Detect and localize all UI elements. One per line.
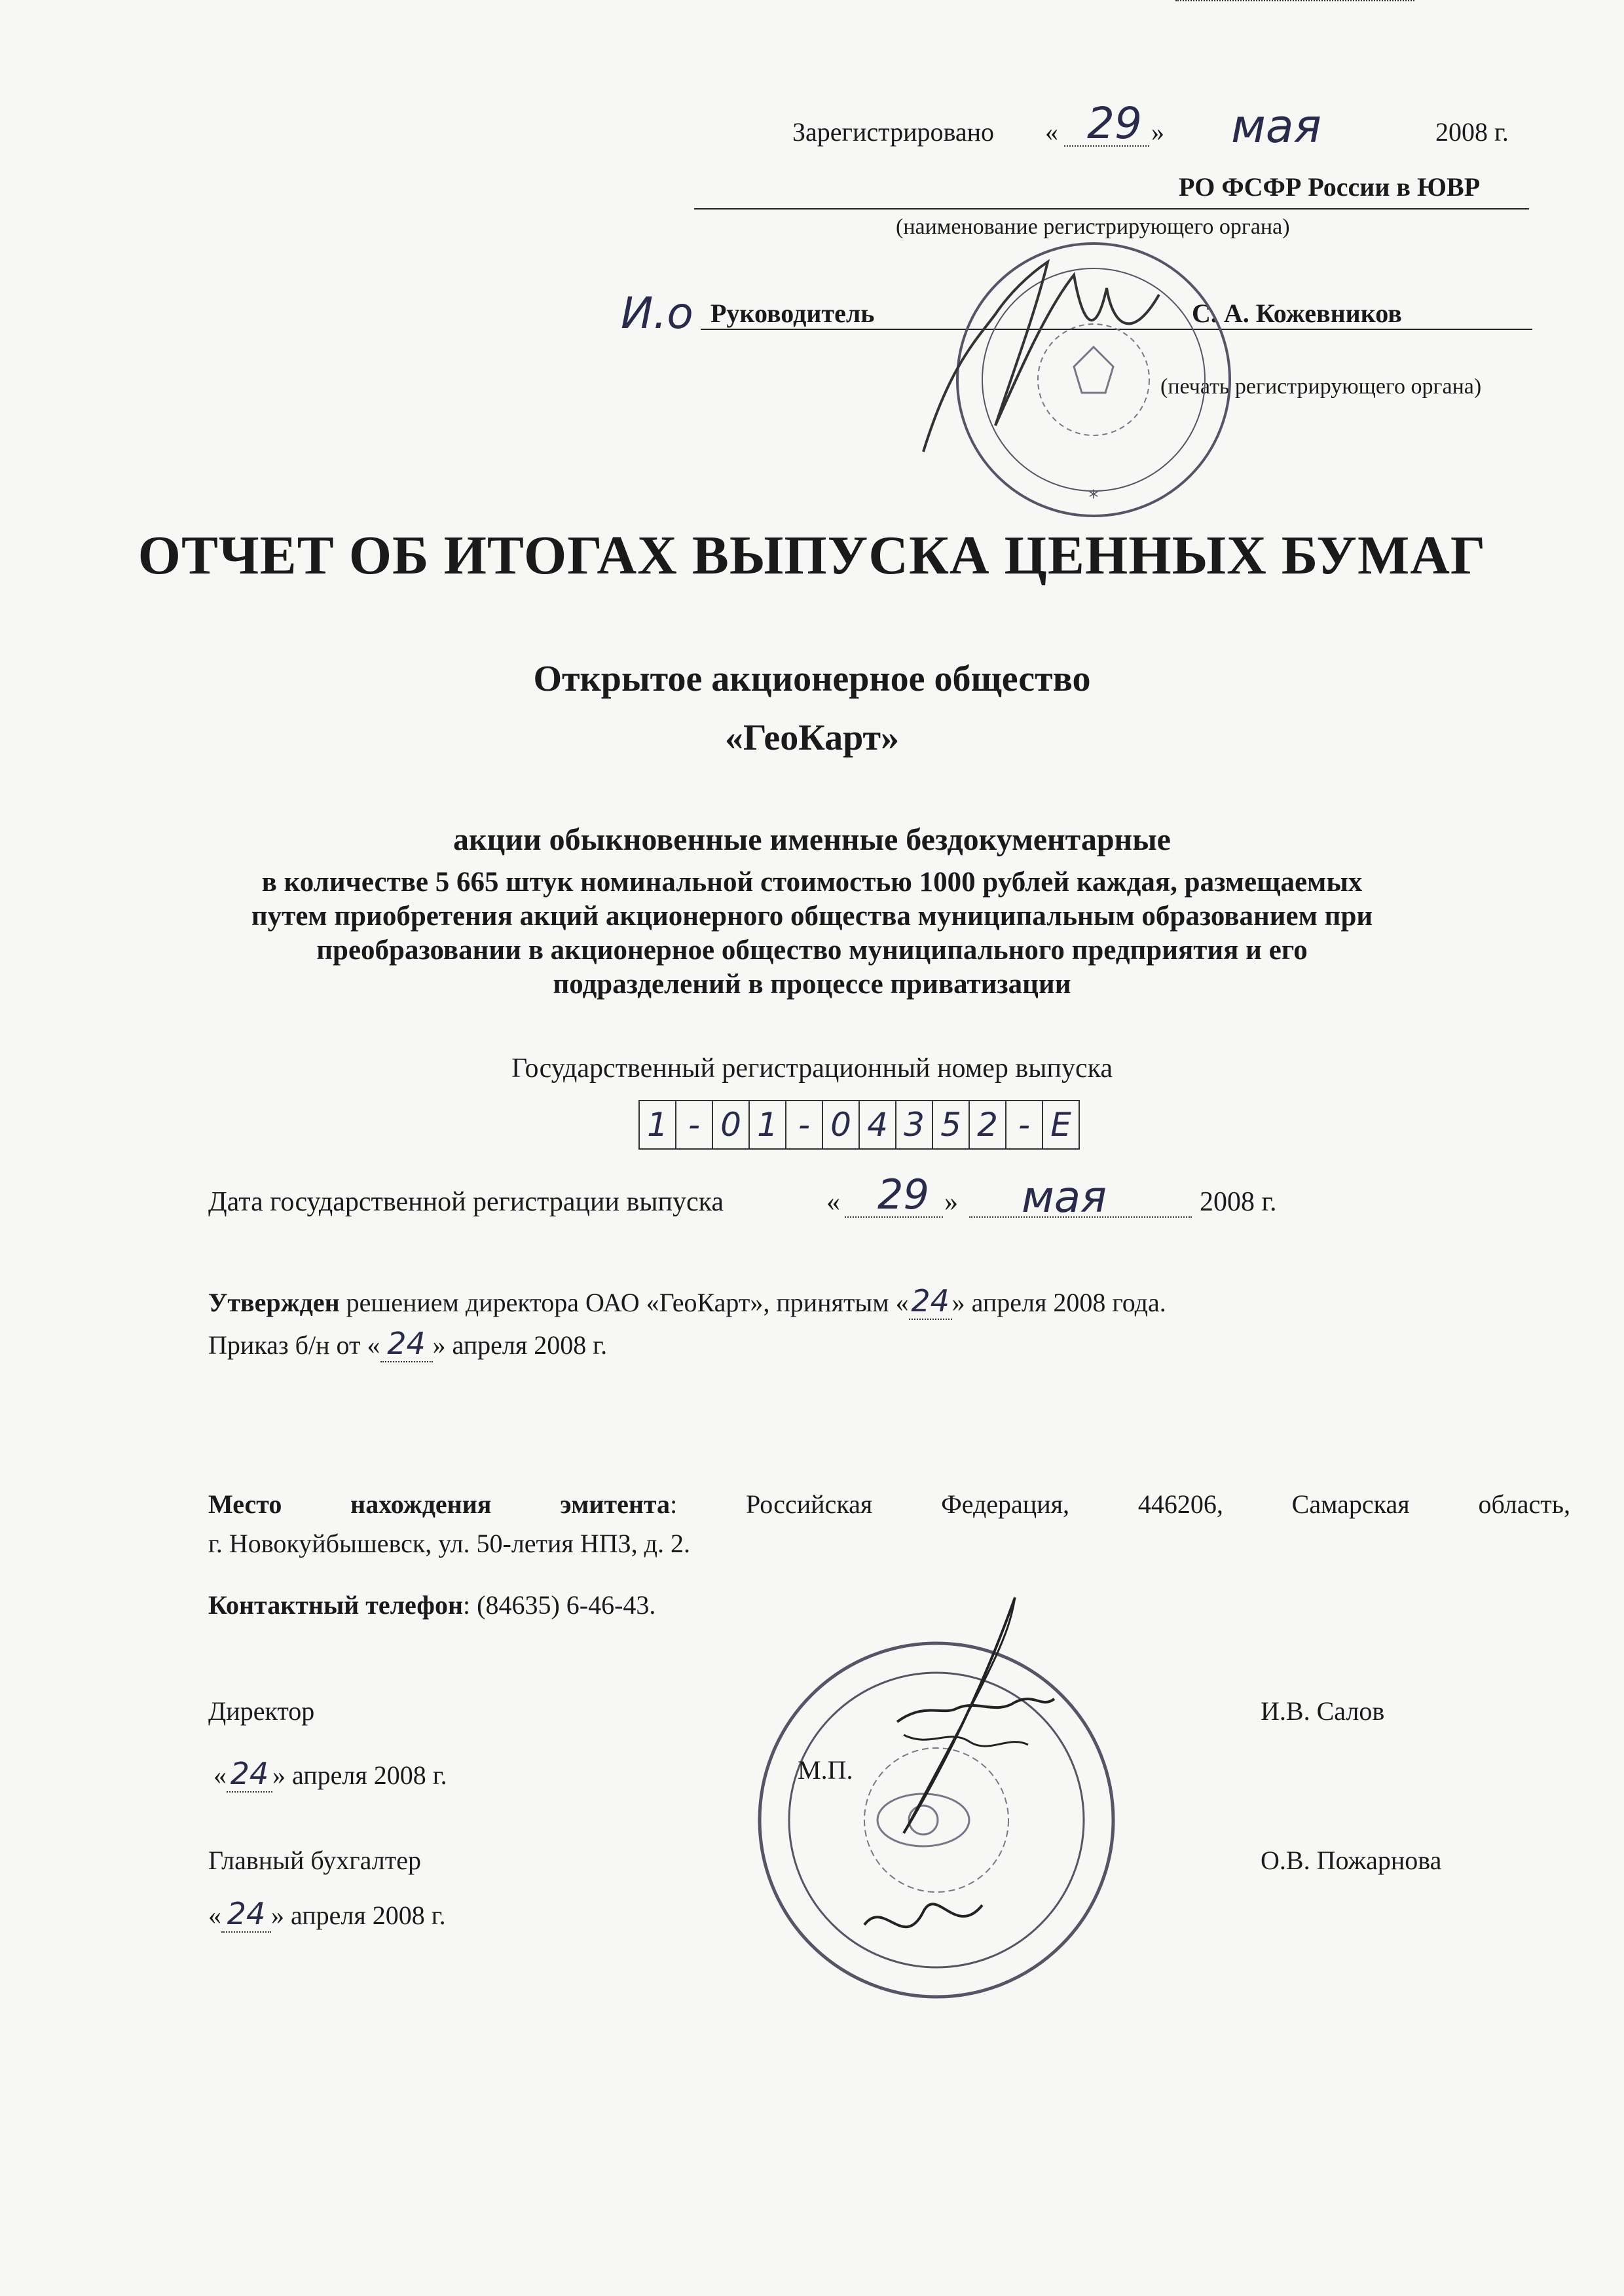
contact-value: : (84635) 6-46-43. xyxy=(463,1590,656,1620)
reg-date-label: Дата государственной регистрации выпуска xyxy=(208,1187,724,1217)
approval-day: 24 xyxy=(909,1283,952,1320)
accountant-day: 24 xyxy=(221,1896,271,1933)
reg-number-cell: 0 xyxy=(823,1101,860,1148)
reg-number-cell: 3 xyxy=(896,1101,933,1148)
signer-mark: И.о xyxy=(621,288,693,338)
registrar-seal-graphic xyxy=(897,236,1264,524)
registration-open-quote: « xyxy=(1045,117,1058,147)
location-line1-rest: : Российская Федерация, 446206, Самарская область, xyxy=(670,1489,1570,1519)
reg-number-cell: 0 xyxy=(713,1101,750,1148)
director-date-prefix: « xyxy=(213,1760,227,1790)
registration-month-line xyxy=(1175,0,1414,1)
mp-mark: М.П. xyxy=(798,1755,853,1785)
accountant-date-prefix: « xyxy=(208,1901,221,1930)
signer-role: Руководитель xyxy=(710,299,875,328)
reg-date-day-line xyxy=(845,1216,943,1218)
location-line-1 xyxy=(208,1485,1570,1524)
shares-line-1: в количестве 5 665 штук номинальной стоимостью 1000 рублей каждая, размещаемых xyxy=(261,867,1363,898)
reg-number-cell: - xyxy=(676,1101,713,1148)
reg-number-cell: 4 xyxy=(860,1101,896,1148)
director-date xyxy=(213,1756,447,1793)
issuer-location xyxy=(208,1485,1570,1563)
document-title: ОТЧЕТ ОБ ИТОГАХ ВЫПУСКА ЦЕННЫХ БУМАГ xyxy=(138,525,1486,586)
registration-month: мая xyxy=(1231,100,1321,153)
reg-number-cell: 2 xyxy=(970,1101,1006,1148)
order-day: 24 xyxy=(380,1326,433,1362)
reg-date-day: 29 xyxy=(877,1171,929,1218)
contact-line xyxy=(208,1590,655,1620)
order-end: » апреля 2008 г. xyxy=(432,1330,608,1360)
reg-number-cell: 5 xyxy=(933,1101,970,1148)
company-seal-graphic xyxy=(707,1558,1166,2016)
director-day: 24 xyxy=(227,1756,272,1793)
authority-line xyxy=(694,208,1529,210)
reg-number-cell: E xyxy=(1050,1106,1071,1144)
registration-close-quote: » xyxy=(1151,117,1164,147)
reg-number-box xyxy=(638,1100,1080,1150)
accountant-name: О.В. Пожарнова xyxy=(1261,1846,1442,1875)
reg-date-month-line xyxy=(969,1216,1192,1218)
location-label: Место нахождения эмитента xyxy=(208,1489,671,1519)
approval-line xyxy=(208,1283,1166,1320)
reg-number-cell: - xyxy=(1006,1101,1043,1148)
shares-heading: акции обыкновенные именные бездокументарные xyxy=(453,822,1171,857)
shares-line-2: путем приобретения акций акционерного общества муниципальным образованием при xyxy=(251,901,1373,932)
issuer-line-2: «ГеоКарт» xyxy=(725,718,899,758)
order-text: Приказ б/н от « xyxy=(208,1330,380,1360)
reg-number-label: Государственный регистрационный номер выпуска xyxy=(511,1053,1113,1084)
registration-day-line xyxy=(1064,145,1149,147)
order-line xyxy=(208,1326,607,1362)
reg-number-cell: 1 xyxy=(640,1101,676,1148)
accountant-date xyxy=(208,1896,446,1933)
reg-number-cell: 1 xyxy=(750,1101,786,1148)
director-name: И.В. Салов xyxy=(1261,1696,1385,1726)
accountant-role: Главный бухгалтер xyxy=(208,1846,421,1875)
approval-text-end: » апреля 2008 года. xyxy=(951,1288,1166,1317)
signer-name: С. А. Кожевников xyxy=(1192,299,1402,328)
approval-text: решением директора ОАО «ГеоКарт», принятым « xyxy=(346,1288,909,1317)
shares-line-3: преобразовании в акционерное общество муниципального предприятия и его xyxy=(316,935,1308,966)
reg-date-open-quote: « xyxy=(826,1187,840,1217)
approval-bold: Утвержден xyxy=(208,1288,340,1317)
registration-prefix: Зарегистрировано xyxy=(792,117,995,147)
location-line-2: г. Новокуйбышевск, ул. 50-летия НПЗ, д. 2. xyxy=(208,1529,690,1558)
reg-date-close-quote: » xyxy=(944,1187,958,1217)
authority-caption: (наименование регистрирующего органа) xyxy=(896,215,1290,239)
registration-day: 29 xyxy=(1087,98,1142,149)
svg-text:*: * xyxy=(1088,486,1099,509)
director-role: Директор xyxy=(208,1696,315,1726)
registration-authority: РО ФСФР России в ЮВР xyxy=(1179,172,1481,202)
shares-line-4: подразделений в процессе приватизации xyxy=(553,969,1071,1000)
reg-date-year: 2008 г. xyxy=(1200,1187,1277,1217)
issuer-line-1: Открытое акционерное общество xyxy=(533,659,1091,699)
seal-caption: (печать регистрирующего органа) xyxy=(1160,374,1482,399)
reg-number-cell: - xyxy=(786,1101,823,1148)
accountant-date-suffix: » апреля 2008 г. xyxy=(271,1901,446,1930)
director-date-suffix: » апреля 2008 г. xyxy=(272,1760,447,1790)
reg-date-month: мая xyxy=(1022,1172,1107,1222)
registration-year: 2008 г. xyxy=(1435,117,1509,147)
contact-label: Контактный телефон xyxy=(208,1590,464,1620)
